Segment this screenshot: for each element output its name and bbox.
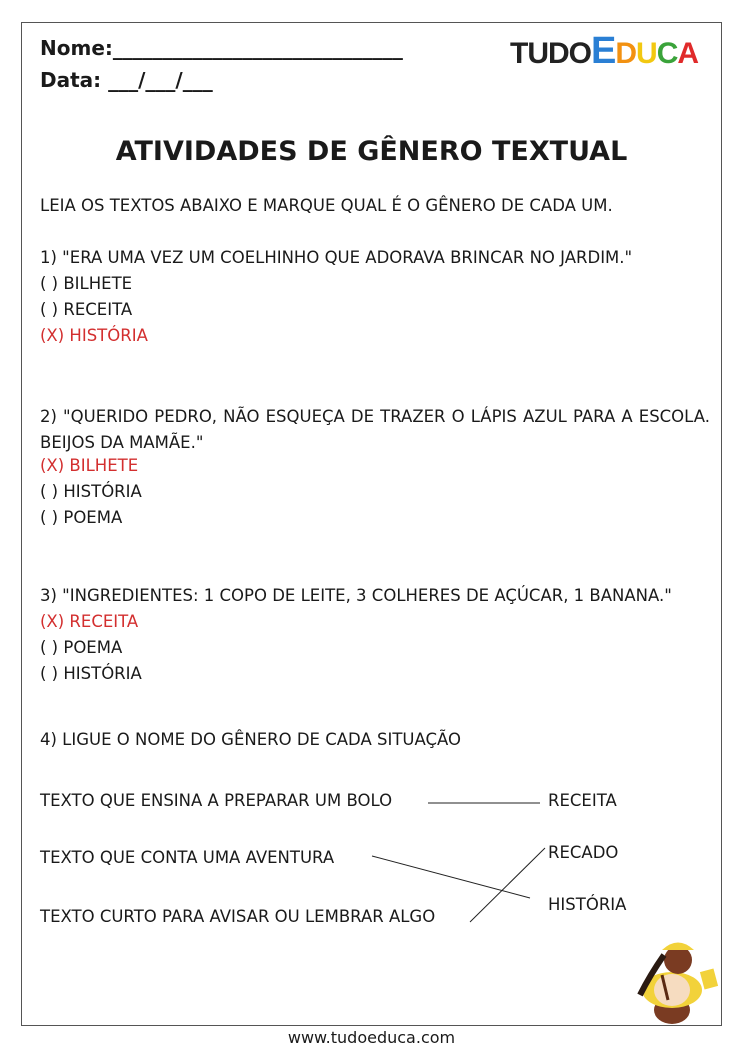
instruction: LEIA OS TEXTOS ABAIXO E MARQUE QUAL É O GÊNERO DE CADA UM.	[40, 196, 613, 215]
logo-part: C	[656, 37, 678, 70]
cook-illustration	[640, 943, 718, 1025]
option-answer[interactable]: (X) RECEITA	[40, 612, 139, 631]
option[interactable]: ( ) RECEITA	[40, 300, 133, 319]
page-title: ATIVIDADES DE GÊNERO TEXTUAL	[115, 136, 628, 167]
date-field[interactable]: Data: ___/___/___	[40, 68, 213, 92]
logo-part: TUDO	[510, 37, 591, 70]
option[interactable]: ( ) HISTÓRIA	[40, 482, 142, 501]
name-field[interactable]: Nome:_____________________________	[40, 36, 403, 60]
match-left-item: TEXTO QUE CONTA UMA AVENTURA	[40, 848, 335, 867]
match-right-item: RECADO	[548, 843, 619, 862]
footer-url[interactable]: www.tudoeduca.com	[287, 1028, 456, 1047]
logo-part: A	[677, 37, 699, 70]
option[interactable]: ( ) POEMA	[40, 508, 123, 527]
question-4: 4) LIGUE O NOME DO GÊNERO DE CADA SITUAÇÃO	[40, 730, 461, 749]
option[interactable]: ( ) BILHETE	[40, 274, 133, 293]
question-3: 3) "INGREDIENTES: 1 COPO DE LEITE, 3 COLHERES DE AÇÚCAR, 1 BANANA."	[40, 586, 672, 605]
option-answer[interactable]: (X) HISTÓRIA	[40, 326, 148, 345]
match-right-item: RECEITA	[548, 791, 617, 810]
logo-book-e: E	[591, 30, 616, 72]
question-2: 2) "QUERIDO PEDRO, NÃO ESQUEÇA DE TRAZER O LÁPIS AZUL PARA A ESCOLA. BEIJOS DA MAMÃE."	[40, 407, 710, 452]
option-answer[interactable]: (X) BILHETE	[40, 456, 139, 475]
match-line	[372, 856, 530, 898]
match-left-item: TEXTO CURTO PARA AVISAR OU LEMBRAR ALGO	[40, 907, 436, 926]
match-right-item: HISTÓRIA	[548, 895, 627, 914]
option[interactable]: ( ) POEMA	[40, 638, 123, 657]
logo-part: U	[636, 37, 657, 70]
question-1: 1) "ERA UMA VEZ UM COELHINHO QUE ADORAVA BRINCAR NO JARDIM."	[40, 248, 633, 267]
logo-part: D	[615, 37, 637, 70]
option[interactable]: ( ) HISTÓRIA	[40, 664, 142, 683]
match-left-item: TEXTO QUE ENSINA A PREPARAR UM BOLO	[40, 791, 393, 810]
